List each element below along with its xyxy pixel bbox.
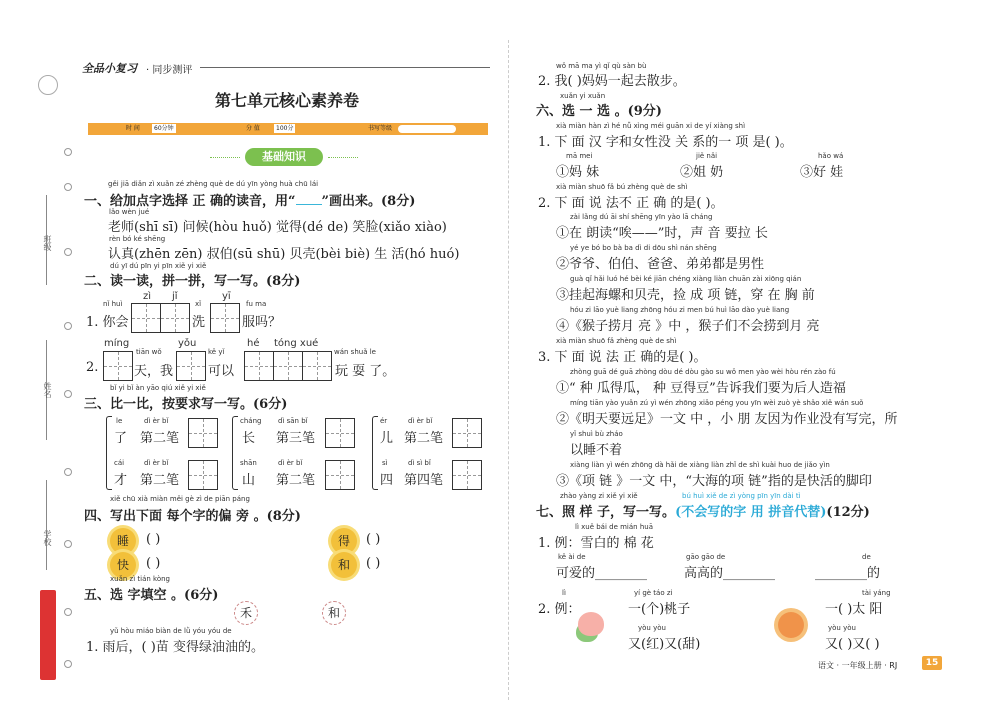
q6-title: 六、选 一 选 。(9分) [536,104,662,119]
q6-2-opt-py: yé ye bó bo bà ba dì di dōu shì nán shēng [570,244,717,252]
q2-1-py-xi: xǐ [195,300,202,308]
q1-row2: 认真(zhēn zēn) 叔伯(sū shū) 贝壳(bèi biè) 生 活(hó huó) [108,247,460,262]
q5-2-pinyin: wǒ mā ma yì qǐ qù sàn bù [556,62,647,70]
q2-2-text-a: 2. [86,360,99,375]
q3-py: dì èr bǐ [144,459,169,467]
binding-margin [0,0,75,712]
grade-label: 书写等级 [368,125,393,132]
q3-stroke-label: 第三笔 [276,431,316,446]
binding-hole-icon [64,248,72,256]
ex2-item-py: tài yáng [862,589,891,597]
header-rule [200,67,490,68]
q1-text-end: ”画出来。(8分) [321,194,416,209]
q7-pinyin: zhào yàng zi xiě yi xiě [560,492,638,500]
q6-1-pinyin: xià miàn hàn zì hé nǚ xìng méi guān xi de yí xiàng shì [556,122,746,130]
writing-grid[interactable] [210,303,240,333]
q1-row1-pinyin: lǎo wèn jué [109,208,150,216]
q6-1-option[interactable]: ③好 娃 [800,165,844,180]
writing-grid[interactable] [176,351,206,381]
q3-py: sì [382,459,388,467]
q3-py: dì sì bǐ [408,459,431,467]
bracket-icon [372,416,378,490]
q7-hint-pinyin: bú huì xiě de zì yòng pīn yīn dài tì [682,492,801,500]
q2-1-py-ji: jǐ [172,291,178,302]
q2-1-text-c: 服吗？ [242,315,282,330]
q2-2-py-you: yǒu [178,338,197,349]
answer-paren[interactable]: ( ) [366,556,381,571]
ex1-text: 1. 例：雪白的 棉 花 [538,536,654,551]
ex2-blank-b[interactable]: 又( )又( ) [825,637,880,652]
q6-2-option[interactable]: ②爷爷、伯伯、爸爸、弟弟都是男性 [556,257,765,272]
q6-3-pinyin: xià miàn shuō fǎ zhèng què de shì [556,337,677,345]
q2-1-text-b: 洗 [192,315,206,330]
q2-1-py-nihui: nǐ huì [103,300,123,308]
ex1-blank[interactable]: 可爱的________ [556,566,648,581]
q6-1-opt-py: jiě nǎi [696,152,718,160]
q2-2-py-keyi: kě yǐ [208,348,225,356]
q3-stroke-label: 第二笔 [276,473,316,488]
ex1-pinyin: lì xuě bái de mián huā [575,523,653,531]
writing-grid[interactable] [302,351,332,381]
flower-char-icon: 快 [110,552,136,578]
flower-char-icon: 得 [331,528,357,554]
q2-1-py-fuma: fu ma [246,300,267,308]
q2-2-text-d: 玩 耍 了。 [335,364,396,379]
q3-char: 儿 [380,431,394,446]
writing-grid[interactable] [160,303,190,333]
q3-stroke-label: 第二笔 [140,473,180,488]
q6-3-option[interactable]: ③《项 链 》一文 中，“大海的项 链”指的是快活的脚印 [556,474,872,489]
q3-py: cái [114,459,125,467]
q4-title: 四、写出下面 每个字的偏 旁 。(8分) [84,509,301,524]
q6-3-opt-py: zhòng guā dé guā zhòng dòu dé dòu gào su wǒ men yào wèi hòu rén zào fú [570,368,836,376]
answer-paren[interactable]: ( ) [366,532,381,547]
q6-2-opt-py: guà qǐ hǎi luó hé bèi ké jiān chéng xiàng liàn chuān zài xiōng qián [570,275,802,283]
q2-title: 二、读一读，拼一拼，写一写。(8分) [84,274,301,289]
q3-py: dì sān bǐ [278,417,308,425]
q2-2-text-b: 天，我 [134,364,174,379]
binding-hole-icon [64,540,72,548]
answer-paren[interactable]: ( ) [146,556,161,571]
ex1-item-py: kě ài de [558,553,586,561]
q3-char: 长 [242,431,256,446]
q3-py: shān [240,459,257,467]
brand-logo: 全品小复习 [82,62,137,75]
time-label: 时 间 [126,125,140,132]
writing-grid[interactable] [452,418,482,448]
peach-icon [578,612,604,636]
q1-row2-pinyin: rèn bó ké shēng [109,235,166,243]
ex2-example-a: 一(个)桃子 [628,602,691,617]
q3-py: le [116,417,123,425]
flower-char-icon: 睡 [110,528,136,554]
ex2-item-py: yòu yòu [638,624,666,632]
badge-dots-right [328,157,358,158]
writing-grid[interactable] [452,460,482,490]
page-divider [508,40,510,700]
q3-pinyin: bǐ yi bǐ àn yāo qiú xiě yi xiě [110,384,206,392]
q5-pinyin: xuǎn zì tián kòng [110,575,170,583]
footer-subject: 语文 · 一年级上册 · RJ [818,661,898,670]
q6-2-option[interactable]: ①在 朗读“唉——”时，声 音 要拉 长 [556,226,768,241]
ex2-example-b: 又(红)又(甜) [628,637,701,652]
ex2-text: 2. 例： [538,602,581,617]
answer-paren[interactable]: ( ) [146,532,161,547]
ex1-item-py: gāo gāo de [686,553,726,561]
q3-stroke-label: 第二笔 [404,431,444,446]
brand-strip-icon [40,590,56,680]
writing-grid[interactable] [273,351,303,381]
q6-3-option[interactable]: ①“ 种 瓜得瓜， 种 豆得豆”告诉我们要为后人造福 [556,381,846,396]
q2-2-py-wanshuale: wán shuǎ le [334,348,376,356]
binding-hole-icon [64,468,72,476]
ex2-item-py: yí gè táo zi [634,589,673,597]
q6-3-opt-py: yǐ shuì bù zháo [570,430,623,438]
q3-py: cháng [240,417,262,425]
underline-sample-icon [296,204,322,205]
q6-pinyin: xuǎn yi xuǎn [560,92,606,100]
q3-py: ér [380,417,388,425]
badge-dots-left [210,157,240,158]
binding-hole-icon [64,183,72,191]
q2-pinyin: dú yī dú pīn yi pīn xiě yi xiě [110,262,207,270]
logo-circle-icon [38,75,58,95]
binding-hole-icon [64,660,72,668]
q6-1-text: 1. 下 面 汉 字和女性没 关 系的一 项 是( )。 [538,135,793,150]
q2-1-py-zi: zì [143,291,152,302]
school-line [46,480,47,570]
q1-pinyin: gěi jiā diǎn zì xuǎn zé zhèng què de dú yīn yòng huà chū lái [108,180,319,188]
flower-char-icon: 和 [331,552,357,578]
q6-1-opt-py: hǎo wá [818,152,844,160]
q6-1-option[interactable]: ①妈 妹 [556,165,600,180]
q1-text: 一、给加点字选择 正 确的读音，用“ [84,194,296,209]
class-label: 班级 [43,235,52,251]
q3-char: 山 [242,473,256,488]
q7-text: 七、照 样 子，写一写。 [536,505,676,520]
ex1-item-py: de [862,553,871,561]
q1-title [84,190,415,209]
writing-grid[interactable] [188,418,218,448]
q3-title: 三、比一比，按要求写一写。(6分) [84,397,288,412]
sun-icon [778,612,804,638]
score-label: 分 值 [246,125,260,132]
q3-stroke-label: 第四笔 [404,473,444,488]
q2-2-py-ming: míng [104,338,130,349]
q6-2-text: 2. 下 面 说 法不 正 确 的是( )。 [538,196,724,211]
q3-char: 才 [114,473,128,488]
q3-stroke-label: 第二笔 [140,431,180,446]
q7-hint: (不会写的字 用 拼音代替) [675,505,827,520]
q7-score: (12分) [826,505,870,520]
q7-title [536,501,870,520]
q3-char: 四 [380,473,394,488]
q2-2-py-he: hé [247,338,260,349]
basic-knowledge-badge: 基础知识 [245,148,323,166]
writing-grid[interactable] [188,460,218,490]
option-char-he2: 和 [322,601,346,625]
writing-grid[interactable] [325,460,355,490]
q5-title: 五、选 字填空 。(6分) [84,588,219,603]
score-value: 100分 [276,125,294,132]
writing-grid[interactable] [325,418,355,448]
option-char-he1: 禾 [234,601,258,625]
page-title: 第七单元核心素养卷 [215,91,360,110]
time-value: 60分钟 [154,125,174,132]
grade-stars [398,125,456,133]
q3-py: dì èr bǐ [144,417,169,425]
binding-hole-icon [64,322,72,330]
q6-2-opt-py: hóu zi lāo yuè liang zhōng hóu zi men bú huì lāo dào yuè liang [570,306,790,314]
bracket-icon [106,416,112,490]
q3-py: dì èr bǐ [278,459,303,467]
ex1-blank[interactable]: ________的 [815,566,881,581]
q6-2-opt-py: zài lǎng dú āi shí shēng yīn yào lā cháng [570,213,713,221]
q5-2-text: 2. 我( )妈妈一起去散步。 [538,74,686,89]
info-bar [88,123,488,135]
q3-char: 了 [114,431,128,446]
q2-2-py-tianwo: tiān wǒ [136,348,162,356]
q6-1-opt-py: mā mei [566,152,593,160]
q4-pinyin: xiě chū xià miàn měi gè zì de piān páng [110,495,250,503]
q6-3-option[interactable]: ②《明天要远足》一文 中 ，小 朋 友因为作业没有写完，所 [556,412,898,427]
brand-sub: · 同步测评 [146,65,193,76]
q6-3-opt-py: xiàng liàn yì wén zhōng dà hǎi de xiàng liàn zhǐ de shì kuài huo de jiǎo yìn [570,461,830,469]
q6-2-option[interactable]: ③挂起海螺和贝壳，捡 成 项 链，穿 在 胸 前 [556,288,815,303]
writing-grid[interactable] [131,303,161,333]
q5-1-pinyin: yǔ hòu miáo biàn de lǜ yóu yóu de [110,627,232,635]
q5-1-text: 1. 雨后，( )苗 变得绿油油的。 [86,640,264,655]
q6-3-option-cont: 以睡不着 [570,443,623,458]
q2-2-text-c: 可以 [208,364,235,379]
q6-1-option[interactable]: ②姐 奶 [680,165,724,180]
q2-1-py-yi: yī [222,291,231,302]
q6-2-pinyin: xià miàn shuō fǎ bú zhèng què de shì [556,183,688,191]
q2-1-text-a: 1. 你会 [86,315,129,330]
ex2-pinyin: lì [562,589,566,597]
name-label: 姓名 [43,382,52,398]
q6-3-opt-py: míng tiān yào yuǎn zú yì wén zhōng xiǎo péng you yīn wèi zuò yè shǎo xiě wán suǒ [570,399,864,407]
bracket-icon [232,416,238,490]
binding-hole-icon [64,608,72,616]
ex2-item-py: yòu yòu [828,624,856,632]
ex2-blank-a[interactable]: 一( )太 阳 [825,602,883,617]
q6-3-text: 3. 下 面 说 法 正 确的是( )。 [538,350,707,365]
q3-py: dì èr bǐ [408,417,433,425]
q1-row1: 老师(shī sī) 问候(hòu huǒ) 觉得(dé de) 笑脸(xiǎo xiào) [108,220,447,235]
writing-grid[interactable] [244,351,274,381]
ex1-blank[interactable]: 高高的________ [684,566,776,581]
page-number: 15 [922,656,942,670]
binding-hole-icon [64,148,72,156]
binding-hole-icon [64,390,72,398]
q2-2-py-tongxue: tóng xué [274,338,319,349]
school-label: 学校 [43,530,52,546]
q6-2-option[interactable]: ④《猴子捞月 亮 》中 ，猴子们不会捞到月 亮 [556,319,820,334]
writing-grid[interactable] [103,351,133,381]
